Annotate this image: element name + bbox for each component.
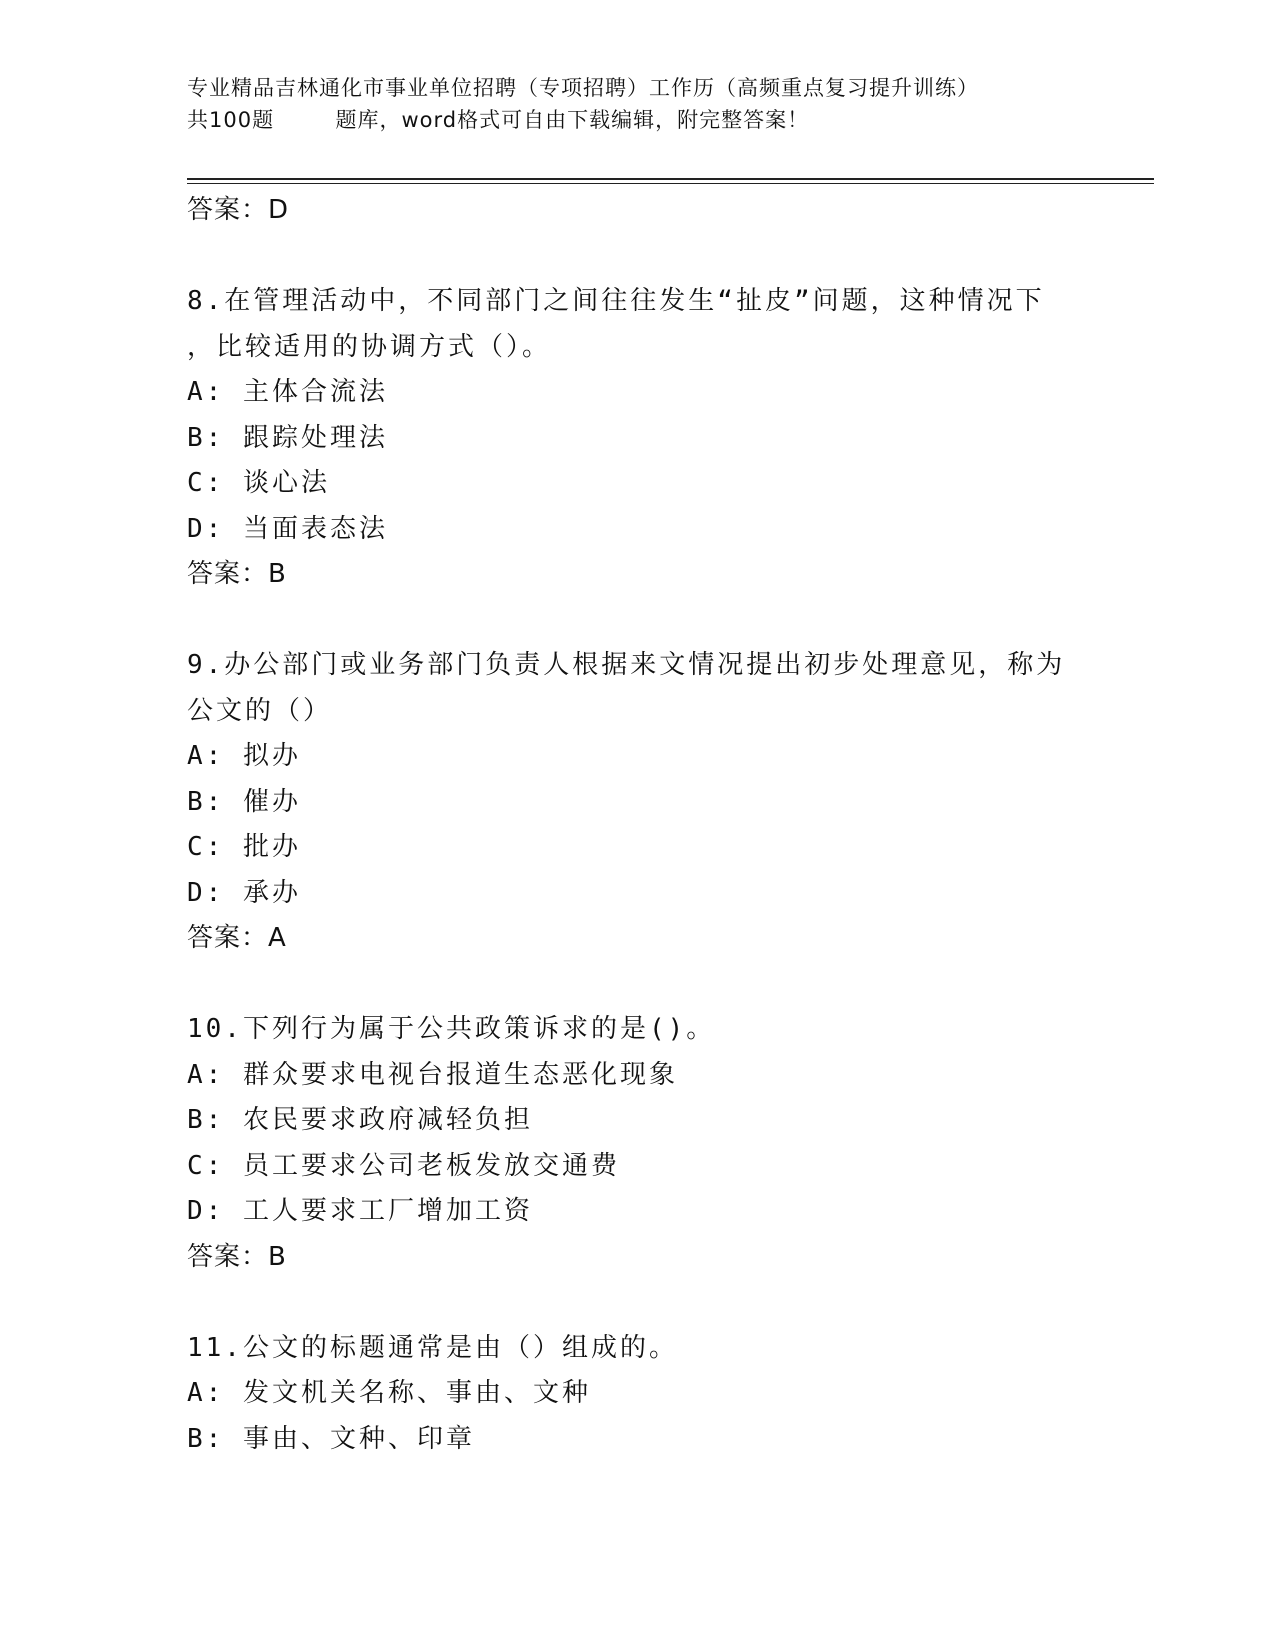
question-item-10 xyxy=(187,1007,1147,1280)
question-text-continued: ，比较适用的协调方式（）。 xyxy=(187,331,552,362)
answer-line: 答案：B xyxy=(187,559,287,589)
option-b: B: 跟踪处理法 xyxy=(187,422,388,453)
header-subtitle: 共100题 题库，word格式可自由下载编辑，附完整答案！ xyxy=(187,108,810,132)
option-b: B: 事由、文种、印章 xyxy=(187,1423,475,1454)
option-c: C: 批办 xyxy=(187,832,301,862)
option-b: B: 农民要求政府减轻负担 xyxy=(187,1105,533,1135)
answer-line: 答案：B xyxy=(187,1241,287,1272)
option-a: A: 拟办 xyxy=(187,741,301,771)
spacer xyxy=(187,1280,1147,1326)
header-rule-thick xyxy=(187,178,1154,180)
answer-line: 答案：A xyxy=(187,923,287,953)
option-b: B: 催办 xyxy=(187,786,301,817)
header-rule-thin xyxy=(187,183,1154,184)
spacer xyxy=(187,961,1147,1007)
option-d: D: 当面表态法 xyxy=(187,513,388,544)
question-text: 10.下列行为属于公共政策诉求的是()。 xyxy=(187,1014,716,1044)
option-d: D: 工人要求工厂增加工资 xyxy=(187,1196,533,1226)
option-a: A: 发文机关名称、事由、文种 xyxy=(187,1378,591,1408)
answer-previous: 答案：D xyxy=(187,195,290,225)
question-text: 8.在管理活动中，不同部门之间往往发生“扯皮”问题，这种情况下 xyxy=(187,286,1045,316)
question-list xyxy=(187,188,1147,1462)
question-item-11 xyxy=(187,1326,1147,1463)
question-item-8 xyxy=(187,279,1147,597)
spacer xyxy=(187,597,1147,643)
spacer xyxy=(187,233,1147,279)
question-item-9 xyxy=(187,643,1147,961)
option-c: C: 员工要求公司老板发放交通费 xyxy=(187,1150,620,1181)
option-a: A: 主体合流法 xyxy=(187,377,388,407)
question-text: 9.办公部门或业务部门负责人根据来文情况提出初步处理意见，称为 xyxy=(187,650,1066,680)
option-d: D: 承办 xyxy=(187,877,301,908)
option-c: C: 谈心法 xyxy=(187,468,330,498)
question-text: 11.公文的标题通常是由（）组成的。 xyxy=(187,1332,678,1363)
option-a: A: 群众要求电视台报道生态恶化现象 xyxy=(187,1059,678,1090)
header-title: 专业精品吉林通化市事业单位招聘（专项招聘）工作历（高频重点复习提升训练） xyxy=(187,76,979,100)
question-text-continued: 公文的（） xyxy=(187,695,333,726)
page-header xyxy=(187,72,1107,136)
